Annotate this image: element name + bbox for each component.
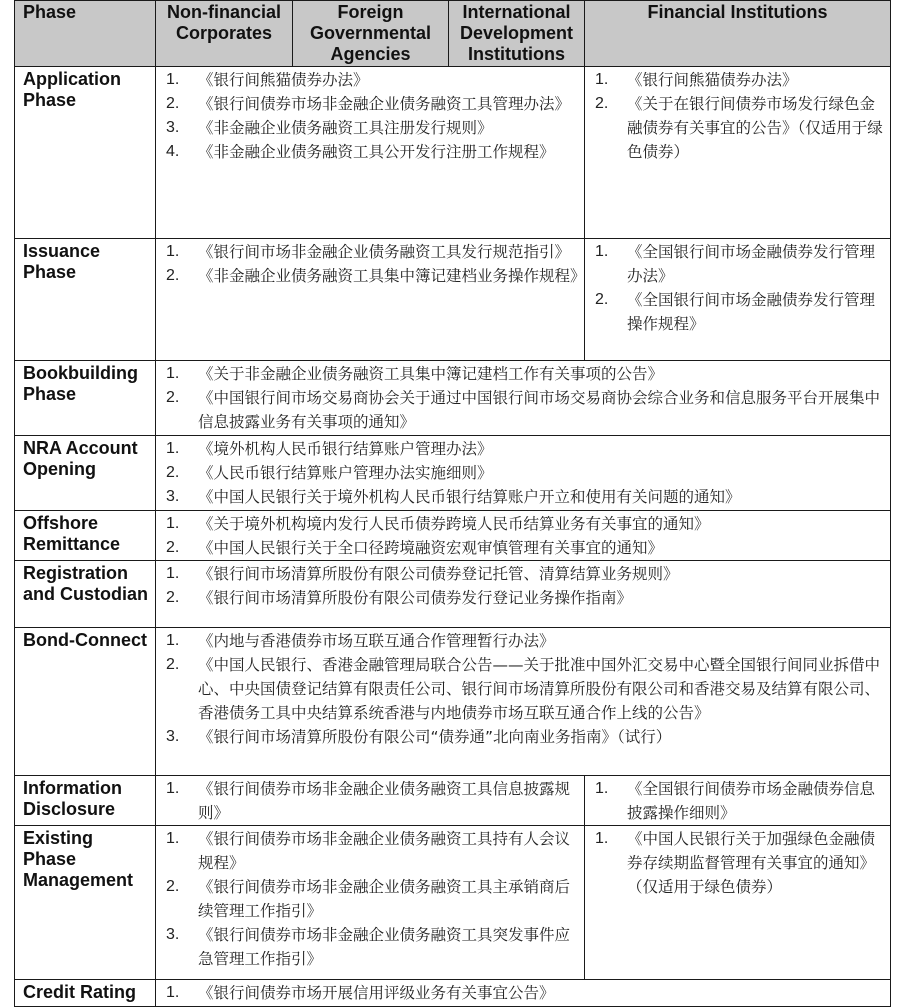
phase-label: Application Phase	[15, 67, 156, 239]
item-number: 2.	[166, 656, 180, 673]
regulation-title: 《银行间债券市场非金融企业债务融资工具突发事件应急管理工作指引》	[198, 926, 571, 968]
list-item	[585, 288, 890, 336]
item-number: 1.	[595, 243, 609, 260]
non-financial-regulations-cell	[156, 239, 585, 361]
list-item	[156, 586, 890, 610]
list-item	[156, 68, 584, 92]
financial-institution-regulations-cell	[585, 826, 891, 980]
phase-label: Existing Phase Management	[15, 826, 156, 980]
list-item	[156, 140, 584, 164]
phase-label: Offshore Remittance	[15, 511, 156, 561]
list-item	[156, 875, 584, 923]
financial-institution-regulations-cell	[585, 67, 891, 239]
non-financial-regulations-cell	[156, 826, 585, 980]
regulation-title: 《中国人民银行、香港金融管理局联合公告——关于批准中国外汇交易中心暨全国银行间同业拆借中心、中央国债登记结算有限责任公司、银行间市场清算所股份有限公司和香港交易及结算有限公司、香港债务工具中央结算系统香港与内地债券市场互联互通合作上线的公告》	[198, 656, 881, 722]
item-number: 1.	[166, 830, 180, 847]
regulation-title: 《关于非金融企业债务融资工具集中簿记建档工作有关事项的公告》	[198, 365, 664, 383]
item-number: 2.	[166, 539, 180, 556]
regulation-title: 《银行间熊猫债券办法》	[198, 71, 369, 89]
list-item	[156, 827, 584, 875]
regulation-title: 《非金融企业债务融资工具公开发行注册工作规程》	[198, 143, 555, 161]
list-item	[156, 629, 890, 653]
phase-label: Bookbuilding Phase	[15, 361, 156, 436]
regulation-title: 《非金融企业债务融资工具注册发行规则》	[198, 119, 493, 137]
item-number: 1.	[595, 71, 609, 88]
list-item	[585, 92, 890, 164]
regulation-title: 《银行间市场清算所股份有限公司债券登记托管、清算结算业务规则》	[198, 565, 679, 583]
item-number: 3.	[166, 119, 180, 136]
header-phase: Phase	[15, 1, 156, 67]
item-number: 2.	[166, 95, 180, 112]
table-row	[15, 67, 891, 239]
financial-institution-regulations-cell	[585, 776, 891, 826]
regulation-title: 《全国银行间市场金融债券发行管理办法》	[627, 243, 876, 285]
item-number: 1.	[166, 243, 180, 260]
table-row	[15, 361, 891, 436]
regulation-title: 《银行间熊猫债券办法》	[627, 71, 798, 89]
header-row	[15, 1, 891, 67]
regulations-cell	[156, 561, 891, 628]
list-item	[585, 827, 890, 899]
regulation-title: 《银行间债券市场非金融企业债务融资工具持有人会议规程》	[198, 830, 571, 872]
regulations-cell	[156, 436, 891, 511]
phase-label: Credit Rating	[15, 980, 156, 1007]
regulation-title: 《境外机构人民币银行结算账户管理办法》	[198, 440, 493, 458]
regulation-title: 《全国银行间市场金融债券发行管理操作规程》	[627, 291, 876, 333]
item-number: 1.	[166, 71, 180, 88]
header-foreign-governmental-agencies: Foreign Governmental Agencies	[293, 1, 449, 67]
regulations-cell	[156, 511, 891, 561]
item-number: 1.	[166, 780, 180, 797]
list-item	[585, 777, 890, 825]
regulation-title: 《银行间债券市场开展信用评级业务有关事宜公告》	[198, 984, 555, 1002]
financial-institution-regulation-list	[585, 239, 890, 336]
regulation-list	[156, 628, 890, 749]
list-item	[156, 362, 890, 386]
header-international-development-institutions: International Development Institutions	[449, 1, 585, 67]
regulations-cell	[156, 628, 891, 776]
table-row	[15, 511, 891, 561]
item-number: 1.	[166, 440, 180, 457]
item-number: 2.	[595, 95, 609, 112]
item-number: 2.	[166, 267, 180, 284]
list-item	[156, 116, 584, 140]
table-row	[15, 826, 891, 980]
regulation-title: 《中国人民银行关于境外机构人民币银行结算账户开立和使用有关问题的通知》	[198, 488, 741, 506]
list-item	[156, 725, 890, 749]
list-item	[156, 536, 890, 560]
regulation-title: 《内地与香港债券市场互联互通合作管理暂行办法》	[198, 632, 555, 650]
item-number: 3.	[166, 488, 180, 505]
list-item	[156, 240, 584, 264]
list-item	[156, 485, 890, 509]
list-item	[156, 777, 584, 825]
header-non-financial-corporates: Non-financial Corporates	[156, 1, 293, 67]
regulation-title: 《中国银行间市场交易商协会关于通过中国银行间市场交易商协会综合业务和信息服务平台开展集中信息披露业务有关事项的通知》	[198, 389, 881, 431]
item-number: 3.	[166, 926, 180, 943]
item-number: 1.	[166, 515, 180, 532]
regulation-title: 《人民币银行结算账户管理办法实施细则》	[198, 464, 493, 482]
item-number: 3.	[166, 728, 180, 745]
item-number: 2.	[166, 878, 180, 895]
regulation-title: 《银行间市场非金融企业债务融资工具发行规范指引》	[198, 243, 571, 261]
item-number: 1.	[595, 830, 609, 847]
financial-institution-regulation-list	[585, 826, 890, 899]
list-item	[156, 461, 890, 485]
item-number: 1.	[166, 632, 180, 649]
list-item	[156, 512, 890, 536]
list-item	[156, 92, 584, 116]
list-item	[156, 923, 584, 971]
table-row	[15, 436, 891, 511]
list-item	[156, 386, 890, 434]
regulation-title: 《关于在银行间债券市场发行绿色金融债券有关事宜的公告》（仅适用于绿色债券）	[627, 95, 883, 161]
item-number: 2.	[166, 389, 180, 406]
table-row	[15, 239, 891, 361]
item-number: 2.	[166, 589, 180, 606]
financial-institution-regulation-list	[585, 776, 890, 825]
list-item	[585, 240, 890, 288]
item-number: 1.	[595, 780, 609, 797]
regulation-title: 《银行间债券市场非金融企业债务融资工具主承销商后续管理工作指引》	[198, 878, 571, 920]
list-item	[585, 68, 890, 92]
regulation-title: 《中国人民银行关于加强绿色金融债券存续期监督管理有关事宜的通知》（仅适用于绿色债券）	[627, 830, 876, 896]
regulation-title: 《关于境外机构境内发行人民币债券跨境人民币结算业务有关事宜的通知》	[198, 515, 710, 533]
item-number: 1.	[166, 365, 180, 382]
non-financial-regulation-list	[156, 826, 584, 971]
table-row	[15, 628, 891, 776]
table-row	[15, 776, 891, 826]
table-row	[15, 980, 891, 1007]
regulation-list	[156, 436, 890, 509]
regulations-cell	[156, 361, 891, 436]
regulation-list	[156, 511, 890, 560]
regulations-cell	[156, 980, 891, 1007]
phase-label: Registration and Custodian	[15, 561, 156, 628]
item-number: 2.	[166, 464, 180, 481]
item-number: 2.	[595, 291, 609, 308]
list-item	[156, 562, 890, 586]
phase-label: Bond-Connect	[15, 628, 156, 776]
regulation-title: 《全国银行间债券市场金融债券信息披露操作细则》	[627, 780, 876, 822]
phase-label: Issuance Phase	[15, 239, 156, 361]
non-financial-regulation-list	[156, 67, 584, 164]
financial-institution-regulations-cell	[585, 239, 891, 361]
item-number: 1.	[166, 565, 180, 582]
non-financial-regulations-cell	[156, 776, 585, 826]
regulation-list	[156, 361, 890, 434]
regulation-list	[156, 561, 890, 610]
regulation-title: 《非金融企业债务融资工具集中簿记建档业务操作规程》	[198, 267, 586, 285]
regulation-table	[14, 0, 891, 1007]
list-item	[156, 981, 890, 1005]
non-financial-regulations-cell	[156, 67, 585, 239]
phase-label: Information Disclosure	[15, 776, 156, 826]
regulation-title: 《银行间债券市场非金融企业债务融资工具管理办法》	[198, 95, 571, 113]
item-number: 1.	[166, 984, 180, 1001]
list-item	[156, 653, 890, 725]
regulation-list	[156, 980, 890, 1005]
non-financial-regulation-list	[156, 239, 584, 288]
item-number: 4.	[166, 143, 180, 160]
list-item	[156, 264, 584, 288]
header-financial-institutions: Financial Institutions	[585, 1, 891, 67]
phase-label: NRA Account Opening	[15, 436, 156, 511]
regulation-title: 《银行间债券市场非金融企业债务融资工具信息披露规则》	[198, 780, 571, 822]
financial-institution-regulation-list	[585, 67, 890, 164]
list-item	[156, 437, 890, 461]
regulation-title: 《银行间市场清算所股份有限公司债券发行登记业务操作指南》	[198, 589, 633, 607]
regulation-title: 《银行间市场清算所股份有限公司“债券通”北向南业务指南》（试行）	[198, 728, 672, 746]
table-row	[15, 561, 891, 628]
regulation-title: 《中国人民银行关于全口径跨境融资宏观审慎管理有关事宜的通知》	[198, 539, 664, 557]
non-financial-regulation-list	[156, 776, 584, 825]
